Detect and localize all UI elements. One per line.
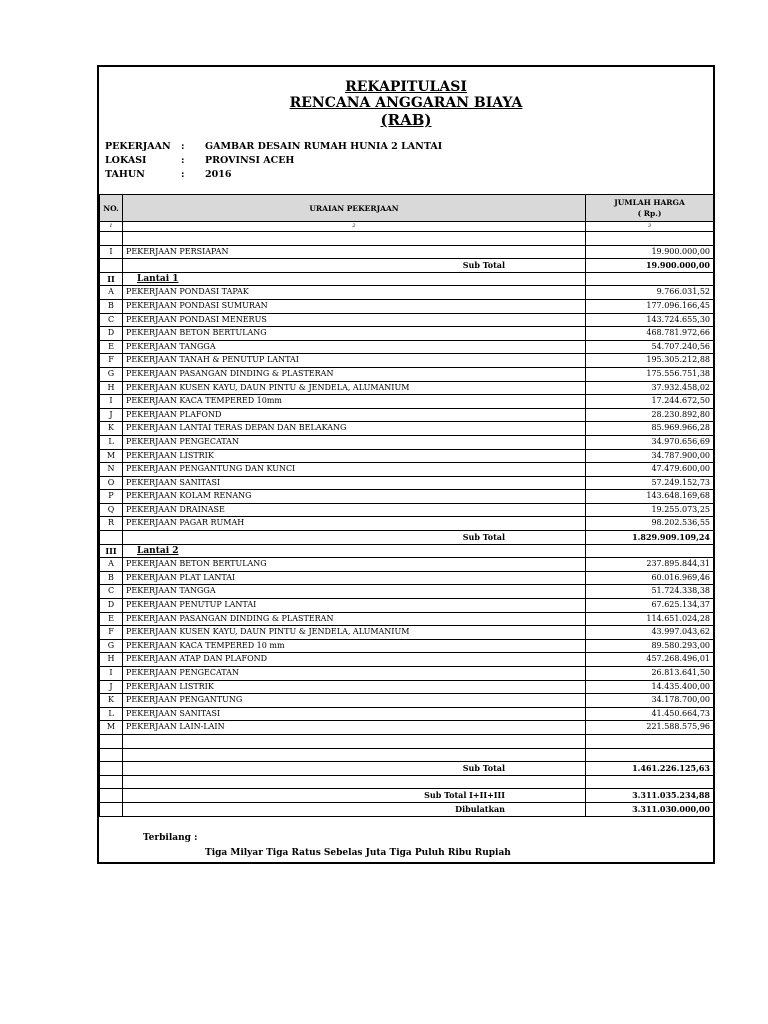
blank-row xyxy=(100,775,714,789)
row-uraian: Lantai 2 xyxy=(123,544,586,558)
table-row xyxy=(100,354,714,368)
row-no xyxy=(100,259,123,273)
row-no: K xyxy=(100,694,123,708)
info-value: 2016 xyxy=(205,169,232,180)
column-index-row xyxy=(100,222,714,232)
table-row xyxy=(100,408,714,422)
table-row xyxy=(100,490,714,504)
row-uraian: PEKERJAAN KUSEN KAYU, DAUN PINTU & JENDELA, ALUMANIUM xyxy=(123,381,586,395)
row-jumlah xyxy=(586,272,714,286)
row-uraian: PEKERJAAN PENGANTUNG xyxy=(123,694,586,708)
row-jumlah xyxy=(586,748,714,762)
subtotal-row xyxy=(100,259,714,273)
row-jumlah: 19.900.000,00 xyxy=(586,245,714,259)
row-jumlah: 17.244.672,50 xyxy=(586,395,714,409)
terbilang-label: Terbilang : xyxy=(143,833,198,843)
row-jumlah: 1.829.909.109,24 xyxy=(586,531,714,545)
table-row xyxy=(100,571,714,585)
title-rekapitulasi: REKAPITULASI xyxy=(345,79,467,95)
table-row xyxy=(100,721,714,735)
table-row xyxy=(100,694,714,708)
row-uraian: PEKERJAAN PASANGAN DINDING & PLASTERAN xyxy=(123,367,586,381)
row-no xyxy=(100,789,123,803)
blank-row xyxy=(100,232,714,246)
row-jumlah xyxy=(586,544,714,558)
row-no: J xyxy=(100,680,123,694)
row-jumlah: 41.450.664,73 xyxy=(586,707,714,721)
row-uraian xyxy=(123,232,586,246)
row-uraian: PEKERJAAN KUSEN KAYU, DAUN PINTU & JENDELA, ALUMANIUM xyxy=(123,626,586,640)
row-uraian xyxy=(123,748,586,762)
row-no: G xyxy=(100,639,123,653)
row-no: M xyxy=(100,449,123,463)
row-no: G xyxy=(100,367,123,381)
subtotal-row xyxy=(100,762,714,776)
table-row xyxy=(100,612,714,626)
row-uraian: PEKERJAAN LISTRIK xyxy=(123,680,586,694)
row-jumlah xyxy=(586,232,714,246)
subtotal-row xyxy=(100,531,714,545)
row-uraian xyxy=(123,775,586,789)
row-uraian: PEKERJAAN PERSIAPAN xyxy=(123,245,586,259)
row-uraian: PEKERJAAN LAIN-LAIN xyxy=(123,721,586,735)
row-jumlah: 3.311.035.234,88 xyxy=(586,789,714,803)
table-row xyxy=(100,667,714,681)
row-no xyxy=(100,232,123,246)
row-uraian: PEKERJAAN LISTRIK xyxy=(123,449,586,463)
table-row xyxy=(100,327,714,341)
row-jumlah: 1.461.226.125,63 xyxy=(586,762,714,776)
row-uraian: PEKERJAAN TANGGA xyxy=(123,585,586,599)
row-jumlah: 177.096.166,45 xyxy=(586,299,714,313)
row-uraian: PEKERJAAN PLAT LANTAI xyxy=(123,571,586,585)
row-no xyxy=(100,531,123,545)
row-uraian: PEKERJAAN PENUTUP LANTAI xyxy=(123,599,586,613)
row-jumlah: 3.311.030.000,00 xyxy=(586,802,714,816)
row-no: C xyxy=(100,313,123,327)
row-uraian: PEKERJAAN BETON BERTULANG xyxy=(123,327,586,341)
title-rencana-anggaran: RENCANA ANGGARAN BIAYA xyxy=(289,95,523,111)
subtotal-row xyxy=(100,802,714,816)
row-uraian: PEKERJAAN SANITASI xyxy=(123,476,586,490)
info-colon: : xyxy=(181,155,185,166)
row-no: I xyxy=(100,395,123,409)
table-header-row xyxy=(100,195,714,222)
row-jumlah: 221.588.575,96 xyxy=(586,721,714,735)
row-jumlah: 34.787.900,00 xyxy=(586,449,714,463)
row-no: I xyxy=(100,667,123,681)
row-jumlah: 60.016.969,46 xyxy=(586,571,714,585)
row-uraian: Sub Total xyxy=(123,259,586,273)
row-no: L xyxy=(100,435,123,449)
row-no: R xyxy=(100,517,123,531)
row-jumlah: 37.932.458,02 xyxy=(586,381,714,395)
table-row xyxy=(100,680,714,694)
table-row xyxy=(100,599,714,613)
info-colon: : xyxy=(181,141,185,152)
row-no xyxy=(100,762,123,776)
row-jumlah: 195.305.212,88 xyxy=(586,354,714,368)
rab-document xyxy=(97,65,715,864)
row-no: O xyxy=(100,476,123,490)
row-uraian: PEKERJAAN BETON BERTULANG xyxy=(123,558,586,572)
row-uraian: PEKERJAAN PENGANTUNG DAN KUNCI xyxy=(123,463,586,477)
title-rab: (RAB) xyxy=(380,111,432,129)
row-uraian: PEKERJAAN TANAH & PENUTUP LANTAI xyxy=(123,354,586,368)
row-no xyxy=(100,734,123,748)
row-uraian: PEKERJAAN DRAINASE xyxy=(123,503,586,517)
row-no: H xyxy=(100,381,123,395)
row-jumlah: 237.895.844,31 xyxy=(586,558,714,572)
row-no: K xyxy=(100,422,123,436)
row-jumlah: 54.707.240,56 xyxy=(586,340,714,354)
row-jumlah: 9.766.031,52 xyxy=(586,286,714,300)
row-jumlah: 19.255.073,25 xyxy=(586,503,714,517)
row-jumlah: 26.813.641,50 xyxy=(586,667,714,681)
row-no: H xyxy=(100,653,123,667)
row-no xyxy=(100,748,123,762)
row-uraian: PEKERJAAN PAGAR RUMAH xyxy=(123,517,586,531)
table-row xyxy=(100,435,714,449)
row-jumlah: 47.479.600,00 xyxy=(586,463,714,477)
section-row xyxy=(100,544,714,558)
table-row xyxy=(100,367,714,381)
row-uraian xyxy=(123,734,586,748)
row-jumlah: 143.648.169,68 xyxy=(586,490,714,504)
row-uraian: PEKERJAAN KOLAM RENANG xyxy=(123,490,586,504)
row-uraian: PEKERJAAN PLAFOND xyxy=(123,408,586,422)
row-jumlah: 468.781.972,66 xyxy=(586,327,714,341)
table-row xyxy=(100,313,714,327)
table-row xyxy=(100,503,714,517)
row-no: E xyxy=(100,612,123,626)
row-no xyxy=(100,775,123,789)
row-uraian: PEKERJAAN PENGECATAN xyxy=(123,667,586,681)
row-no: M xyxy=(100,721,123,735)
row-uraian: PEKERJAAN PENGECATAN xyxy=(123,435,586,449)
row-uraian: PEKERJAAN SANITASI xyxy=(123,707,586,721)
row-uraian: PEKERJAAN PONDASI TAPAK xyxy=(123,286,586,300)
row-jumlah: 43.997.043,62 xyxy=(586,626,714,640)
rab-table xyxy=(99,194,714,817)
row-jumlah: 57.249.152,73 xyxy=(586,476,714,490)
info-label: TAHUN xyxy=(105,169,145,180)
info-label: LOKASI xyxy=(105,155,147,166)
row-uraian: PEKERJAAN ATAP DAN PLAFOND xyxy=(123,653,586,667)
row-jumlah xyxy=(586,734,714,748)
header-jumlah-label: JUMLAH HARGA xyxy=(614,198,685,207)
row-uraian: PEKERJAAN KACA TEMPERED 10mm xyxy=(123,395,586,409)
info-value: GAMBAR DESAIN RUMAH HUNIA 2 LANTAI xyxy=(205,141,443,152)
row-no: D xyxy=(100,327,123,341)
table-row xyxy=(100,517,714,531)
row-jumlah: 14.435.400,00 xyxy=(586,680,714,694)
row-no: II xyxy=(100,272,123,286)
row-no: E xyxy=(100,340,123,354)
row-jumlah: 34.970.656,69 xyxy=(586,435,714,449)
table-row xyxy=(100,707,714,721)
row-jumlah: 19.900.000,00 xyxy=(586,259,714,273)
table-row xyxy=(100,639,714,653)
section-row xyxy=(100,272,714,286)
row-uraian: PEKERJAAN PONDASI SUMURAN xyxy=(123,299,586,313)
table-row xyxy=(100,422,714,436)
subtotal-row xyxy=(100,789,714,803)
row-no: Q xyxy=(100,503,123,517)
table-row xyxy=(100,585,714,599)
header-jumlah-unit: ( Rp.) xyxy=(637,209,662,218)
row-jumlah: 85.969.966,28 xyxy=(586,422,714,436)
header-no: NO. xyxy=(100,195,123,222)
row-no xyxy=(100,802,123,816)
row-uraian: PEKERJAAN PASANGAN DINDING & PLASTERAN xyxy=(123,612,586,626)
row-uraian: Dibulatkan xyxy=(123,802,586,816)
blank-row xyxy=(100,748,714,762)
table-row xyxy=(100,340,714,354)
index-1: 1 xyxy=(100,222,123,232)
row-no: L xyxy=(100,707,123,721)
table-row xyxy=(100,626,714,640)
header-uraian: URAIAN PEKERJAAN xyxy=(123,195,586,222)
row-uraian: Sub Total xyxy=(123,531,586,545)
row-no: B xyxy=(100,299,123,313)
row-jumlah: 34.178.700,00 xyxy=(586,694,714,708)
row-jumlah xyxy=(586,775,714,789)
row-jumlah: 143.724.655,30 xyxy=(586,313,714,327)
row-uraian: Sub Total I+II+III xyxy=(123,789,586,803)
row-jumlah: 51.724.338,38 xyxy=(586,585,714,599)
row-uraian: PEKERJAAN KACA TEMPERED 10 mm xyxy=(123,639,586,653)
row-uraian: PEKERJAAN TANGGA xyxy=(123,340,586,354)
row-uraian: Lantai 1 xyxy=(123,272,586,286)
table-row xyxy=(100,245,714,259)
row-jumlah: 67.625.134,37 xyxy=(586,599,714,613)
row-jumlah: 89.580.293,00 xyxy=(586,639,714,653)
info-label: PEKERJAAN xyxy=(105,141,171,152)
index-2: 2 xyxy=(123,222,586,232)
table-row xyxy=(100,381,714,395)
index-3: 3 xyxy=(586,222,714,232)
header-jumlah xyxy=(586,195,714,222)
row-no: P xyxy=(100,490,123,504)
table-row xyxy=(100,299,714,313)
row-no: J xyxy=(100,408,123,422)
row-uraian: PEKERJAAN PONDASI MENERUS xyxy=(123,313,586,327)
table-row xyxy=(100,653,714,667)
row-no: III xyxy=(100,544,123,558)
row-no: A xyxy=(100,286,123,300)
row-no: F xyxy=(100,626,123,640)
row-uraian: PEKERJAAN LANTAI TERAS DEPAN DAN BELAKANG xyxy=(123,422,586,436)
row-no: I xyxy=(100,245,123,259)
row-no: A xyxy=(100,558,123,572)
table-row xyxy=(100,395,714,409)
row-no: C xyxy=(100,585,123,599)
row-no: B xyxy=(100,571,123,585)
blank-row xyxy=(100,734,714,748)
table-row xyxy=(100,286,714,300)
row-no: D xyxy=(100,599,123,613)
row-no: N xyxy=(100,463,123,477)
info-colon: : xyxy=(181,169,185,180)
terbilang-text: Tiga Milyar Tiga Ratus Sebelas Juta Tiga Puluh Ribu Rupiah xyxy=(205,848,511,858)
row-jumlah: 457.268.496,01 xyxy=(586,653,714,667)
row-jumlah: 114.651.024,28 xyxy=(586,612,714,626)
row-jumlah: 175.556.751,38 xyxy=(586,367,714,381)
table-row xyxy=(100,476,714,490)
table-row xyxy=(100,449,714,463)
row-jumlah: 28.230.892,80 xyxy=(586,408,714,422)
row-uraian: Sub Total xyxy=(123,762,586,776)
row-jumlah: 98.202.536,55 xyxy=(586,517,714,531)
info-value: PROVINSI ACEH xyxy=(205,155,295,166)
row-no: F xyxy=(100,354,123,368)
table-row xyxy=(100,463,714,477)
table-row xyxy=(100,558,714,572)
